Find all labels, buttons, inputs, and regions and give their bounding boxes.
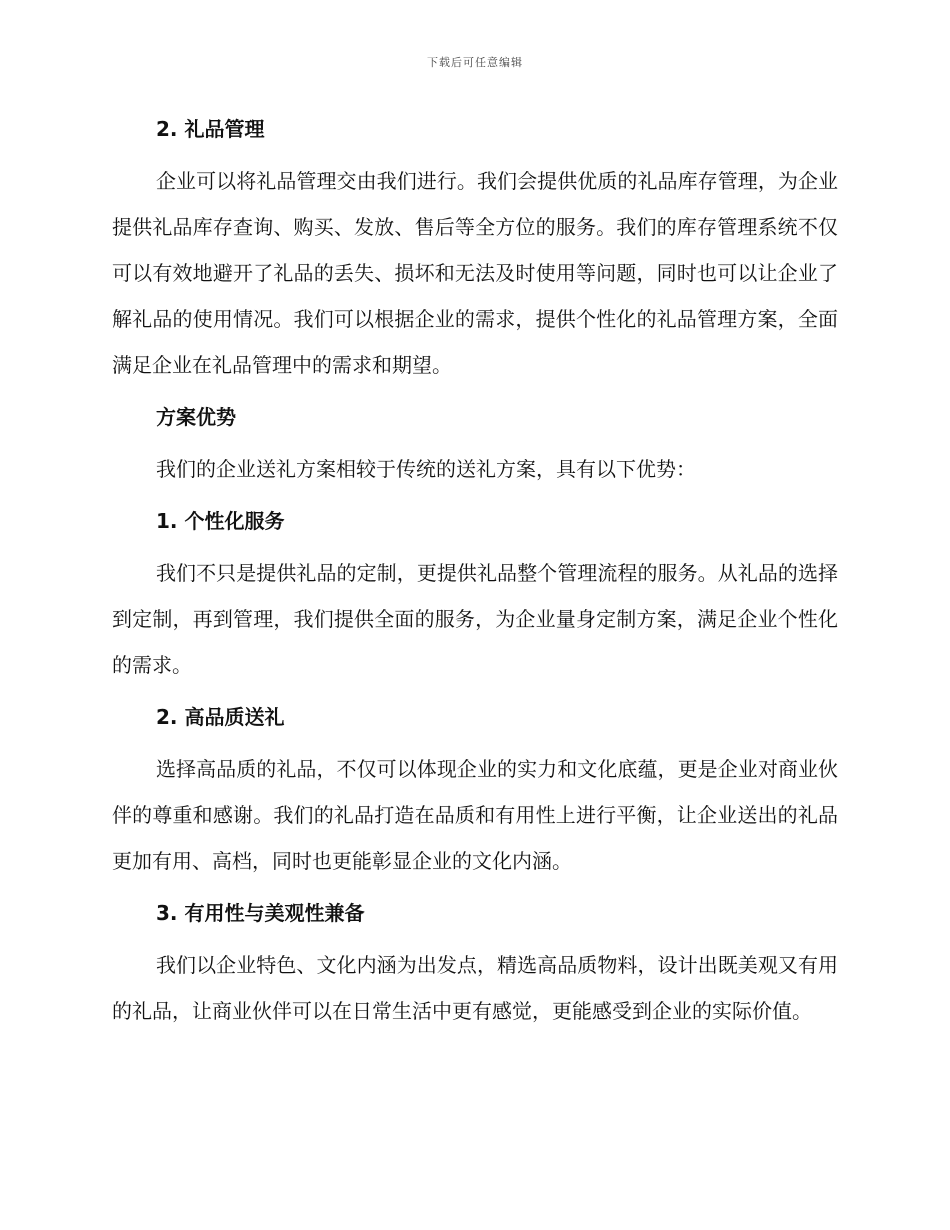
section-heading-high-quality-gifts: 2. 高品质送礼 (156, 705, 285, 729)
paragraph-usefulness-aesthetics: 我们以企业特色、文化内涵为出发点，精选高品质物料，设计出既美观又有用的礼品，让商业伙伴可以在日常生活中更有感觉，更能感受到企业的实际价值。 (112, 953, 838, 1023)
document-body (112, 108, 838, 1034)
section-heading-gift-management: 2. 礼品管理 (156, 117, 265, 141)
paragraph-personalized-service: 我们不只是提供礼品的定制，更提供礼品整个管理流程的服务。从礼品的选择到定制，再到管理，我们提供全面的服务，为企业量身定制方案，满足企业个性化的需求。 (112, 561, 838, 677)
section-heading-advantages: 方案优势 (156, 405, 236, 429)
paragraph-high-quality-gifts: 选择高品质的礼品，不仅可以体现企业的实力和文化底蕴，更是企业对商业伙伴的尊重和感谢。我们的礼品打造在品质和有用性上进行平衡，让企业送出的礼品更加有用、高档，同时也更能彰显企业的文化内涵。 (112, 757, 838, 873)
page-header: 下载后可任意编辑 (427, 56, 523, 69)
paragraph-gift-management: 企业可以将礼品管理交由我们进行。我们会提供优质的礼品库存管理，为企业提供礼品库存查询、购买、发放、售后等全方位的服务。我们的库存管理系统不仅可以有效地避开了礼品的丢失、损坏和无法及时使用等问题，同时也可以让企业了解礼品的使用情况。我们可以根据企业的需求，提供个性化的礼品管理方案，全面满足企业在礼品管理中的需求和期望。 (112, 169, 838, 377)
paragraph-advantages: 我们的企业送礼方案相较于传统的送礼方案，具有以下优势： (156, 457, 696, 481)
section-heading-personalized-service: 1. 个性化服务 (156, 509, 285, 533)
section-heading-usefulness-aesthetics: 3. 有用性与美观性兼备 (156, 901, 365, 925)
